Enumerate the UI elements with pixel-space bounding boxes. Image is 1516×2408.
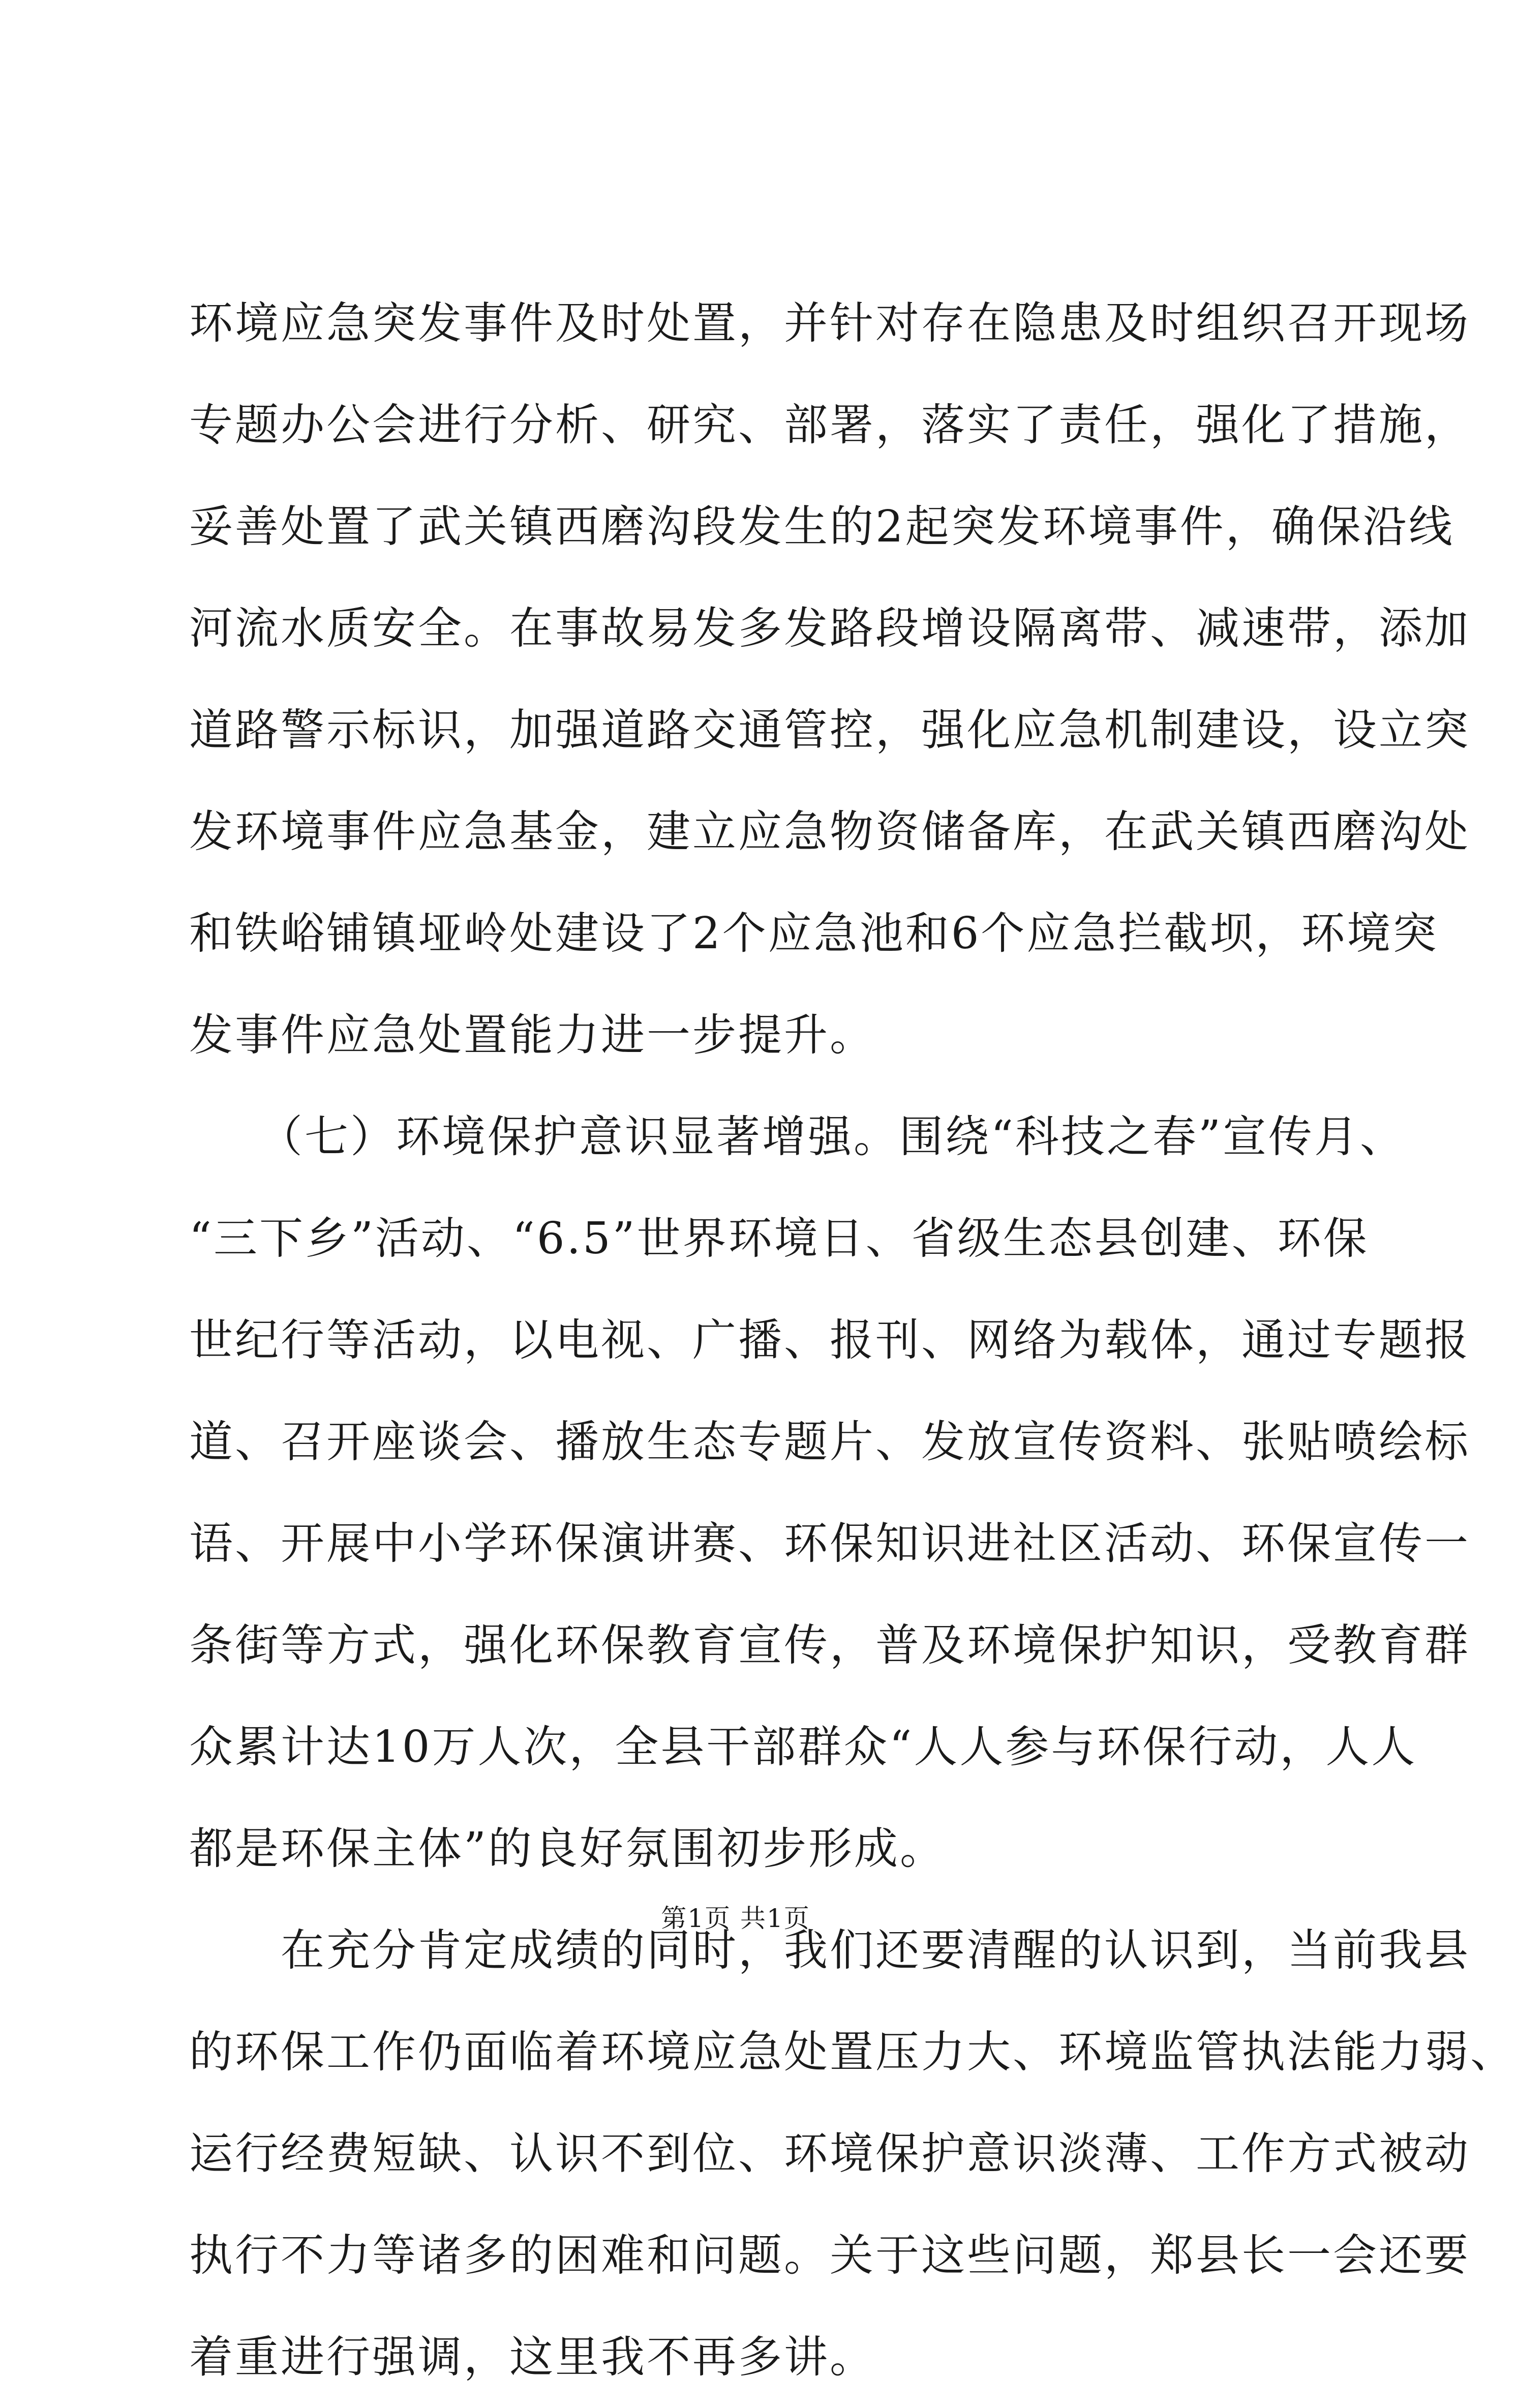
text-line: 发环境事件应急基金，建立应急物资储备库，在武关镇西磨沟处 xyxy=(189,806,1470,857)
text-line: 世纪行等活动，以电视、广播、报刊、网络为载体，通过专题报 xyxy=(189,1315,1470,1366)
text-line: 执行不力等诸多的困难和问题。关于这些问题，郑县长一会还要 xyxy=(189,2230,1470,2281)
page-footer xyxy=(0,1901,1471,1936)
document-body xyxy=(189,273,1516,2408)
text-line: 和铁峪铺镇垭岭处建设了2个应急池和6个应急拦截坝，环境突 xyxy=(189,908,1439,959)
text-line: 道路警示标识，加强道路交通管控，强化应急机制建设，设立突 xyxy=(189,705,1470,756)
text-line: 都是环保主体”的良好氛围初步形成。 xyxy=(189,1823,946,1874)
text-line: 专题办公会进行分析、研究、部署，落实了责任，强化了措施， xyxy=(189,400,1470,450)
text-line: 的环保工作仍面临着环境应急处置压力大、环境监管执法能力弱、 xyxy=(189,2027,1516,2078)
text-line: （七）环境保护意识显著增强。围绕“科技之春”宣传月、 xyxy=(189,1111,1406,1162)
text-line: 道、召开座谈会、播放生态专题片、发放宣传资料、张贴喷绘标 xyxy=(189,1417,1470,1467)
text-line: 语、开展中小学环保演讲赛、环保知识进社区活动、环保宣传一 xyxy=(189,1518,1470,1569)
text-line: 妥善处置了武关镇西磨沟段发生的2起突发环境事件，确保沿线 xyxy=(189,501,1454,552)
text-line: 运行经费短缺、认识不到位、环境保护意识淡薄、工作方式被动 xyxy=(189,2128,1470,2179)
text-line: 着重进行强调，这里我不再多讲。 xyxy=(189,2332,875,2383)
text-line: 在充分肯定成绩的同时，我们还要清醒的认识到，当前我县 xyxy=(189,1925,1470,1976)
text-line: 环境应急突发事件及时处置，并针对存在隐患及时组织召开现场 xyxy=(189,298,1470,349)
text-line: 发事件应急处置能力进一步提升。 xyxy=(189,1010,875,1061)
text-line: 众累计达10万人次，全县干部群众“人人参与环保行动，人人 xyxy=(189,1722,1417,1772)
text-line: “三下乡”活动、“6.5”世界环境日、省级生态县创建、环保 xyxy=(189,1213,1369,1264)
text-line: 河流水质安全。在事故易发多发路段增设隔离带、减速带，添加 xyxy=(189,603,1470,654)
text-line: 条街等方式，强化环保教育宣传，普及环境保护知识，受教育群 xyxy=(189,1620,1470,1671)
page-number: 第1页 共1页 xyxy=(661,1904,810,1933)
